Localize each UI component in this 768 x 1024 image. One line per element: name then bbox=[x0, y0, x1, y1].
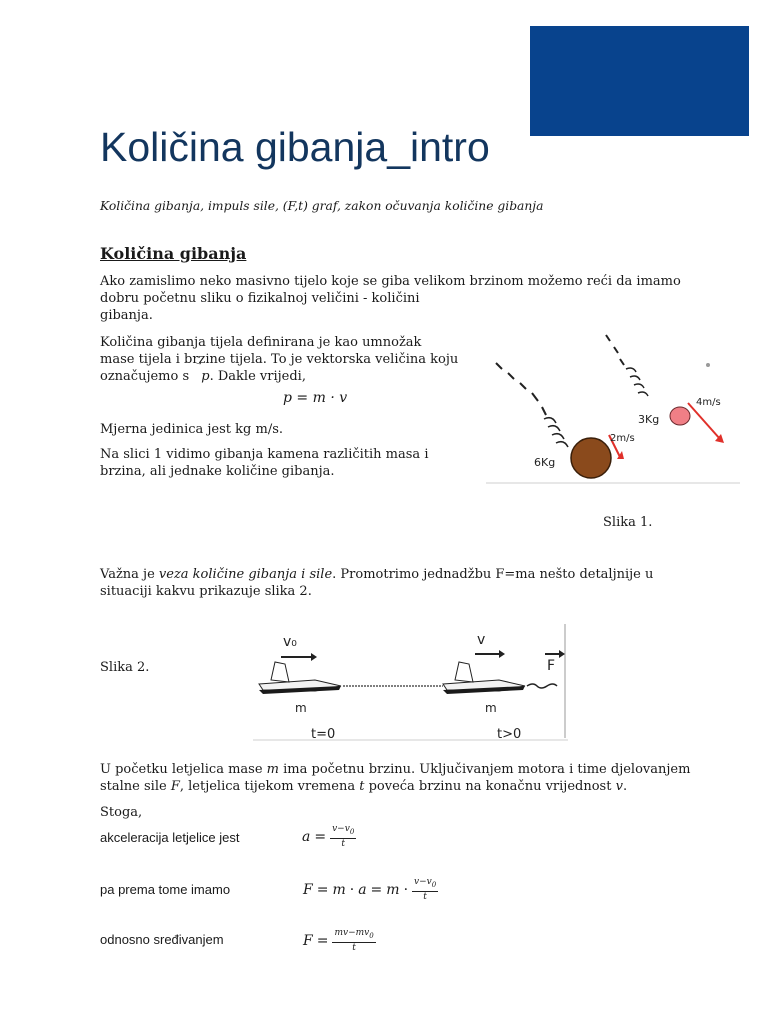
spacecraft-line-2: stalne sile F, letjelica tijekom vremena t poveća brzinu na konačnu vrijednost v. bbox=[100, 779, 628, 794]
label-4ms: 4m/s bbox=[696, 397, 721, 408]
fig-line-1: Na slici 1 vidimo gibanja kamena različitih masa i bbox=[100, 447, 429, 462]
figure-description bbox=[100, 446, 428, 480]
def-line-3a: označujemo s bbox=[100, 369, 190, 384]
figure-1-stones bbox=[486, 323, 740, 485]
spring-large-stone bbox=[544, 418, 568, 447]
definition-paragraph bbox=[100, 334, 458, 385]
header-blue-block bbox=[530, 26, 749, 136]
force-label: pa prema tome imamo bbox=[100, 882, 231, 897]
relation-line-1: Važna je veza količine gibanja i sile. Promotrimo jednadžbu F=ma nešto detaljnije u bbox=[100, 567, 654, 582]
arrow-v-head bbox=[499, 650, 505, 658]
spring-small-stone bbox=[626, 368, 648, 396]
label-6kg: 6Kg bbox=[534, 456, 556, 469]
shuttle-initial bbox=[259, 662, 341, 694]
label-v: v bbox=[477, 632, 486, 648]
figure-2-caption: Slika 2. bbox=[100, 660, 150, 675]
relation-line-2: situaciji kakvu prikazuje slika 2. bbox=[100, 584, 312, 599]
accel-label: akceleracija letjelice jest bbox=[100, 830, 240, 845]
figure-1-caption: Slika 1. bbox=[603, 515, 653, 530]
section-heading: Količina gibanja bbox=[100, 244, 247, 263]
accel-equation: a = $\frac{v-v_0}{t}$ bbox=[302, 824, 355, 849]
spacecraft-paragraph bbox=[100, 761, 690, 795]
def-line-1: Količina gibanja tijela definirana je kao umnožak bbox=[100, 335, 422, 350]
def-line-2: mase tijela i brzine tijela. To je vektorska veličina koju bbox=[100, 352, 459, 367]
label-m-initial: m bbox=[295, 701, 307, 715]
momentum-symbol: p bbox=[201, 369, 210, 384]
label-m-final: m bbox=[485, 701, 497, 715]
momentum-formula: p = m · v bbox=[283, 390, 348, 406]
label-F: F bbox=[547, 658, 556, 674]
arrow-v0-head bbox=[311, 653, 317, 661]
page-title: Količina gibanja_intro bbox=[100, 124, 490, 170]
trail-large-stone bbox=[496, 363, 546, 415]
figure-2-spacecraft bbox=[253, 624, 568, 742]
arrow-F-head bbox=[559, 650, 565, 658]
force-equation: F = m · a = m · $v-v_0$ t bbox=[303, 877, 437, 902]
intro-line-3: gibanja. bbox=[100, 308, 153, 323]
fig-line-2: brzina, ali jednake količine gibanja. bbox=[100, 464, 335, 479]
thrust-squiggle bbox=[527, 684, 557, 688]
spacecraft-line-1: U početku letjelica mase m ima početnu brzinu. Uključivanjem motora i time djelovanjem bbox=[100, 762, 691, 777]
intro-line-2: dobru početnu sliku o fizikalnoj veličini - količini bbox=[100, 291, 420, 306]
large-stone bbox=[571, 438, 611, 478]
small-stone bbox=[670, 407, 690, 425]
unit-line: Mjerna jedinica jest kg m/s. bbox=[100, 422, 283, 437]
final-label: odnosno sređivanjem bbox=[100, 932, 224, 947]
trail-small-stone bbox=[606, 335, 624, 365]
relation-paragraph bbox=[100, 566, 653, 600]
shuttle-final bbox=[443, 662, 525, 694]
small-dot bbox=[706, 363, 710, 367]
intro-paragraph bbox=[100, 273, 681, 324]
label-t-positive: t>0 bbox=[497, 727, 522, 742]
stoga-line: Stoga, bbox=[100, 805, 143, 820]
label-3kg: 3Kg bbox=[638, 413, 660, 426]
label-2ms: 2m/s bbox=[610, 433, 635, 444]
page-subtitle: Količina gibanja, impuls sile, (F,t) graf, zakon očuvanja količine gibanja bbox=[100, 199, 544, 213]
final-equation: F = $\frac{mv-mv_0}{t}$ bbox=[303, 928, 374, 953]
intro-line-1: Ako zamislimo neko masivno tijelo koje se giba velikom brzinom možemo reći da imamo bbox=[100, 274, 681, 289]
def-line-3b: . Dakle vrijedi, bbox=[209, 369, 306, 384]
def-line-3 bbox=[100, 368, 458, 385]
arrow-4ms bbox=[688, 403, 720, 439]
label-t0: t=0 bbox=[311, 727, 336, 742]
label-v0: v₀ bbox=[283, 634, 297, 650]
